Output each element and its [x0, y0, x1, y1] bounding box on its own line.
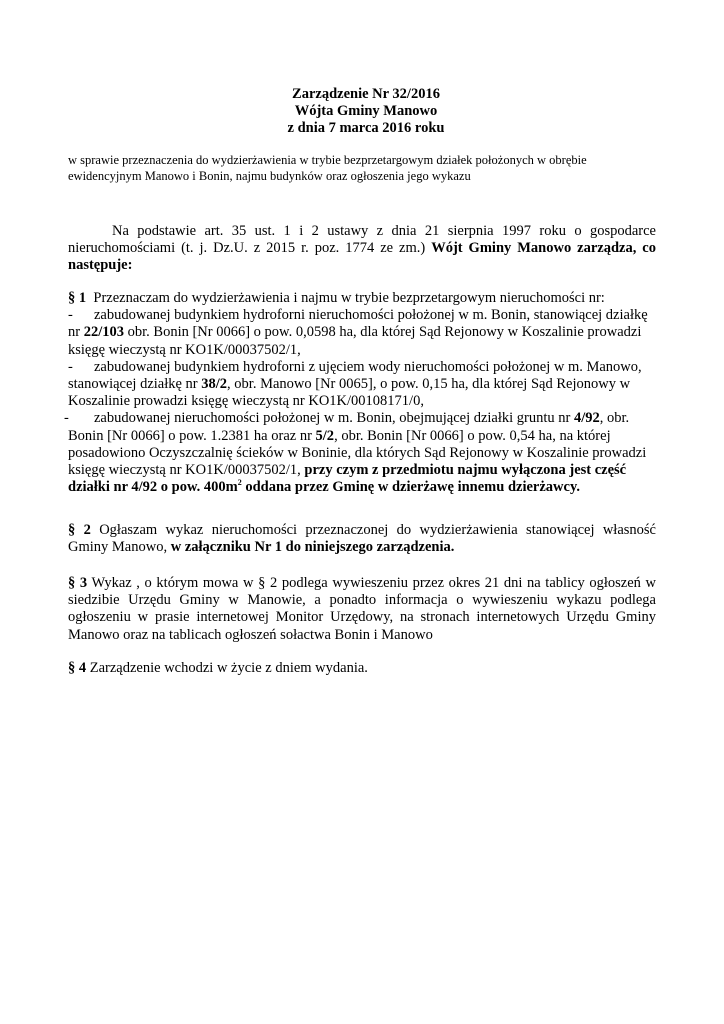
- list-item: - zabudowanej budynkiem hydroforni nieruchomości położonej w m. Bonin, stanowiącej działkę nr 22/103 obr. Bonin [Nr 0066] o pow. 0,0598 ha, dla której Sąd Rejonowy w Koszalinie prowadzi księgę wieczystą nr KO1K/00037502/1,: [68, 307, 648, 358]
- subject-paragraph: [68, 153, 668, 184]
- parcel-number: 22/103: [83, 324, 124, 341]
- exclusion-note: działki nr 4/92 o pow. 400m: [68, 479, 238, 496]
- area-unit-superscript: 2: [237, 478, 242, 488]
- section-4: [68, 660, 656, 677]
- section-2-text: Ogłaszam wykaz nieruchomości przeznaczonej do wydzierżawienia stanowiącej własność Gminy Manowo,: [68, 522, 656, 556]
- parcel-number: 38/2: [201, 376, 228, 393]
- document-title-block: [0, 86, 724, 137]
- parcel-number: 4/92: [574, 410, 600, 427]
- issuing-authority: Wójta Gminy Manowo: [294, 103, 438, 119]
- list-dash: -: [68, 358, 73, 375]
- section-3-text: Wykaz , o którym mowa w § 2 podlega wywieszeniu przez okres 21 dni na tablicy ogłoszeń w siedzibie Urzędu Gminy w Manowie, a ponadto informacja o wywieszeniu wykazu podlega ogłoszeniu w prasie internetowej Monitor Urzędowy, na stronach internetowych Urzędu Gminy Manowo oraz na tablicach ogłoszeń sołactwa Bonin i Manowo: [68, 575, 657, 643]
- subject-line: ewidencyjnym Manowo i Bonin, najmu budynków oraz ogłoszenia jego wykazu: [68, 168, 471, 183]
- exclusion-note: przy czym z przedmiotu najmu wyłączona jest część: [304, 462, 627, 479]
- list-dash: -: [64, 410, 69, 427]
- issue-date: z dnia 7 marca 2016 roku: [287, 120, 445, 136]
- list-dash: -: [68, 307, 73, 324]
- section-1: [64, 290, 656, 496]
- list-item: - zabudowanej budynkiem hydroforni z ujęciem wody nieruchomości położonej w m. Manowo, stanowiącej działkę nr 38/2, obr. Manowo [Nr 0065], o pow. 0,15 ha, dla której Sąd Rejonowy w Koszalinie prowadzi księgę wieczystą nr KO1K/00108171/0,: [68, 358, 642, 410]
- section-mark: § 1: [68, 290, 87, 306]
- attachment-reference: w załączniku Nr 1 do niniejszego zarządzenia.: [170, 539, 455, 556]
- section-1-intro: [68, 290, 656, 307]
- section-2: [68, 522, 656, 556]
- section-mark: § 4: [68, 660, 87, 676]
- list-item: - zabudowanej nieruchomości położonej w m. Bonin, obejmującej działki gruntu nr 4/92, obr. Bonin [Nr 0066] o pow. 1.2381 ha oraz nr 5/2, obr. Bonin [Nr 0066] o pow. 0,54 ha, na której posadowiono Oczyszczalnię ścieków w Boninie, dla których Sąd Rejonowy w Koszalinie prowadzi księgę wieczystą nr KO1K/00037502/1, przy czym z przedmiotu najmu wyłączona jest część działki nr 4/92 o pow. $400m^2$ oddana przez Gminę w dzierżawę innemu dzierżawcy.: [64, 410, 647, 496]
- section-mark: § 3: [68, 575, 88, 591]
- exclusion-note: oddana przez Gminę w dzierżawę innemu dzierżawcy.: [245, 479, 581, 496]
- document-title: Zarządzenie Nr 32/2016: [292, 86, 440, 102]
- parcel-number: 5/2: [315, 427, 335, 444]
- legal-basis-text: Na podstawie art. 35 ust. 1 i 2 ustawy z dnia 21 sierpnia 1997 roku o gospodarce nieruchomościami (t. j. Dz.U. z 2015 r. poz. 1774 ze zm.): [68, 223, 656, 257]
- legal-basis-paragraph: [68, 223, 656, 275]
- legal-basis-decision: Wójt Gminy Manowo zarządza, co następuje:: [68, 240, 656, 274]
- section-4-text: Zarządzenie wchodzi w życie z dniem wydania.: [89, 660, 368, 676]
- section-3: [68, 575, 656, 644]
- section-mark: § 2: [68, 522, 91, 538]
- section-1-intro-text: Przeznaczam do wydzierżawienia i najmu w trybie bezprzetargowym nieruchomości nr:: [93, 290, 605, 306]
- subject-line: w sprawie przeznaczenia do wydzierżawienia w trybie bezprzetargowym działek położonych w obrębie: [68, 153, 587, 167]
